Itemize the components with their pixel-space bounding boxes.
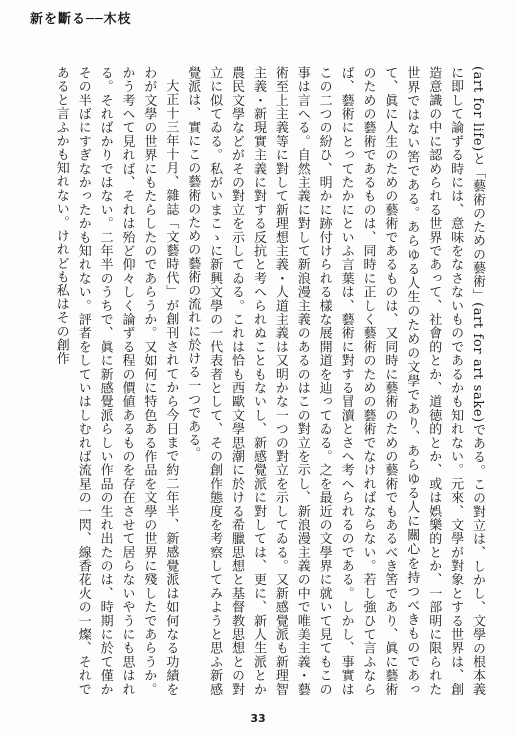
page-number: 33 xyxy=(250,712,266,725)
running-head: 新を斷る──木枝 xyxy=(30,12,132,27)
paragraph-1: (art for life)と「藝術のための藝術」(art for art sake)である。この對立は、しかし、文學の根本義に即して論ずる時には、意味をなさないものであるかも知れない。元來、文學が對象とする世界は、創造意識の中に認められる世界であって、社會的とか、道徳的とか、或は娯樂的とか、一部明に限られた世界ではない筈である。あらゆる人生のための文學であり、あらゆる人に關心を持つべきものであって、眞に人生のための藝術であるものは、又同時に藝術のための藝術でもあるべき筈であり、眞に藝術のための藝術であるものは、同時に正しく藝術のための藝術でなければならない。若し強ひて言ふならば、藝術にとってたかにといふ言葉は、藝術に對する冒瀆とさへ考へられるのである。しかし、事實はこの二つの紛ひ、明かに跡付けられる樣な展開道を辿ってゐる。之を最近の文學界に就いて見てもこの事は言へる。自然主義に對して新浪漫主義のあるのはこの對立を示し、新浪漫主義の中で唯美主義・藝術至上主義等に對して新理想主義・人道主義は又明かな一つの對立を示してゐる。又新感覺派も新理智主義・新現實主義に對する反抗と考へられぬこともないし、新感覺派に對しては、更に、新人生派とか農民文學などがその對立を示してゐる。これは恰も西歐文學思潮に於ける希臘思想と基督教思想との對立に似てゐる。私がいまこゝに新興文學の一代表者として、その創作態度を考察してみようと思ふ新感覺派は、實にこの藝術のための藝術の流れに於ける一つである。 xyxy=(185,66,485,696)
body-text xyxy=(28,66,488,696)
paragraph-2: 大正十三年十月、雜誌「文藝時代」が創刊されてから今日まで約二年半、新感覺派は如何なる功績をわが文學の世界にもたらしたのであらうか。又如何に特色ある作品を文學の世界に殘したであらうか。かう考へて見れば、それは殆ど仰々しく論ずる程の價値あるものを存在させて居らないやうにも思はれる。そればかりではない。二年半のうちで、眞に新感覺派らしい作品の生れ出たのは、時期に於て僅かその半ばにすぎなかったかも知れない。評者をしていはしむれば流星の一閃、線香花火の一燦、それであると言ふかも知れない。けれども私はその創作 xyxy=(53,66,179,696)
